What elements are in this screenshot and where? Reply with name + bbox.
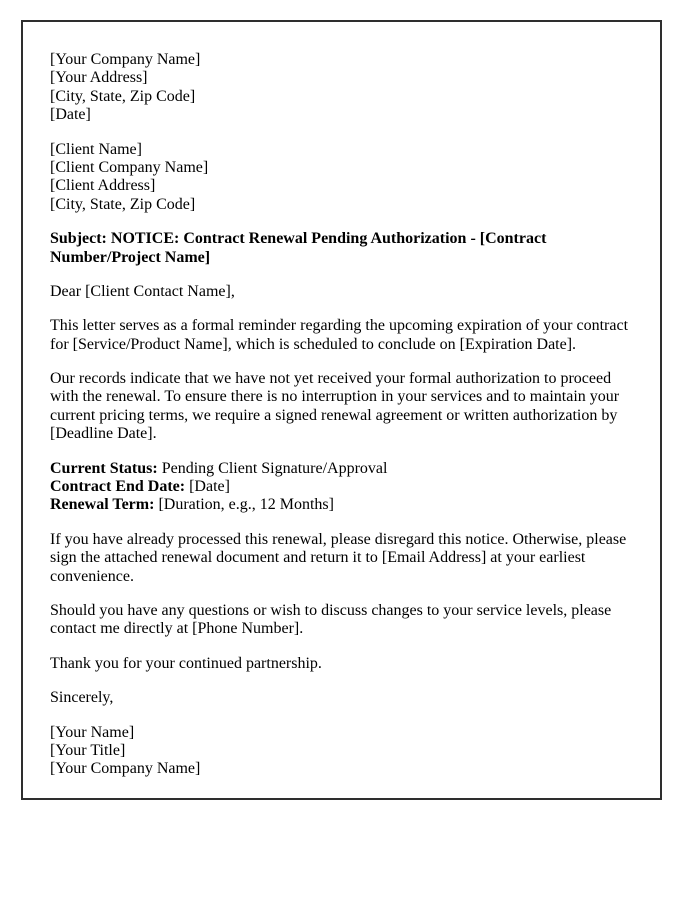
paragraph-disregard: If you have already processed this renewal, please disregard this notice. Otherwise, please sign the attached renewal document and return it to [Email Address] at your earliest convenience. — [50, 530, 627, 585]
closing: Sincerely, — [50, 689, 114, 707]
signature-name-line: [Your Name] — [50, 723, 135, 741]
paragraph-records: Our records indicate that we have not yet received your formal authorization to proceed with the renewal. To ensure there is no interruption in your services and to maintain your current pricing terms, we require a signed renewal agreement or written authorization by [Deadline Date]. — [50, 370, 620, 443]
sender-address-block — [50, 51, 630, 125]
paragraph-thanks: Thank you for your continued partnership. — [50, 654, 322, 672]
status-line-contract-end-date — [50, 478, 630, 496]
sender-city-line: [City, State, Zip Code] — [50, 87, 196, 105]
client-company-line: [Client Company Name] — [50, 158, 209, 176]
letter-date-line: [Date] — [50, 106, 91, 124]
status-label: Current Status: — [50, 459, 158, 477]
signature-company-line: [Your Company Name] — [50, 760, 201, 778]
recipient-address-block — [50, 141, 630, 215]
salutation: Dear [Client Contact Name], — [50, 282, 235, 300]
paragraph-reminder: This letter serves as a formal reminder regarding the upcoming expiration of your contract for [Service/Product Name], which is scheduled to conclude on [Expiration Date]. — [50, 317, 629, 353]
status-line-current-status — [50, 460, 630, 478]
letter-document-page — [21, 20, 662, 800]
client-city-line: [City, State, Zip Code] — [50, 195, 196, 213]
status-block — [50, 460, 630, 515]
signature-block — [50, 724, 630, 779]
sender-address-line: [Your Address] — [50, 69, 148, 87]
paragraph-questions: Should you have any questions or wish to discuss changes to your service levels, please contact me directly at [Phone Number]. — [50, 601, 612, 638]
signature-title-line: [Your Title] — [50, 741, 126, 759]
status-label: Renewal Term: — [50, 496, 155, 514]
client-address-line: [Client Address] — [50, 177, 156, 195]
status-label: Contract End Date: — [50, 478, 186, 496]
subject-line: Subject: NOTICE: Contract Renewal Pending Authorization - [Contract Number/Project Name] — [50, 230, 547, 266]
status-line-renewal-term — [50, 496, 630, 514]
letter-content — [23, 22, 660, 779]
sender-company-line: [Your Company Name] — [50, 51, 201, 68]
status-value: [Duration, e.g., 12 Months] — [158, 496, 334, 514]
status-value: Pending Client Signature/Approval — [161, 459, 388, 477]
client-name-line: [Client Name] — [50, 140, 142, 158]
status-value: [Date] — [189, 478, 230, 496]
